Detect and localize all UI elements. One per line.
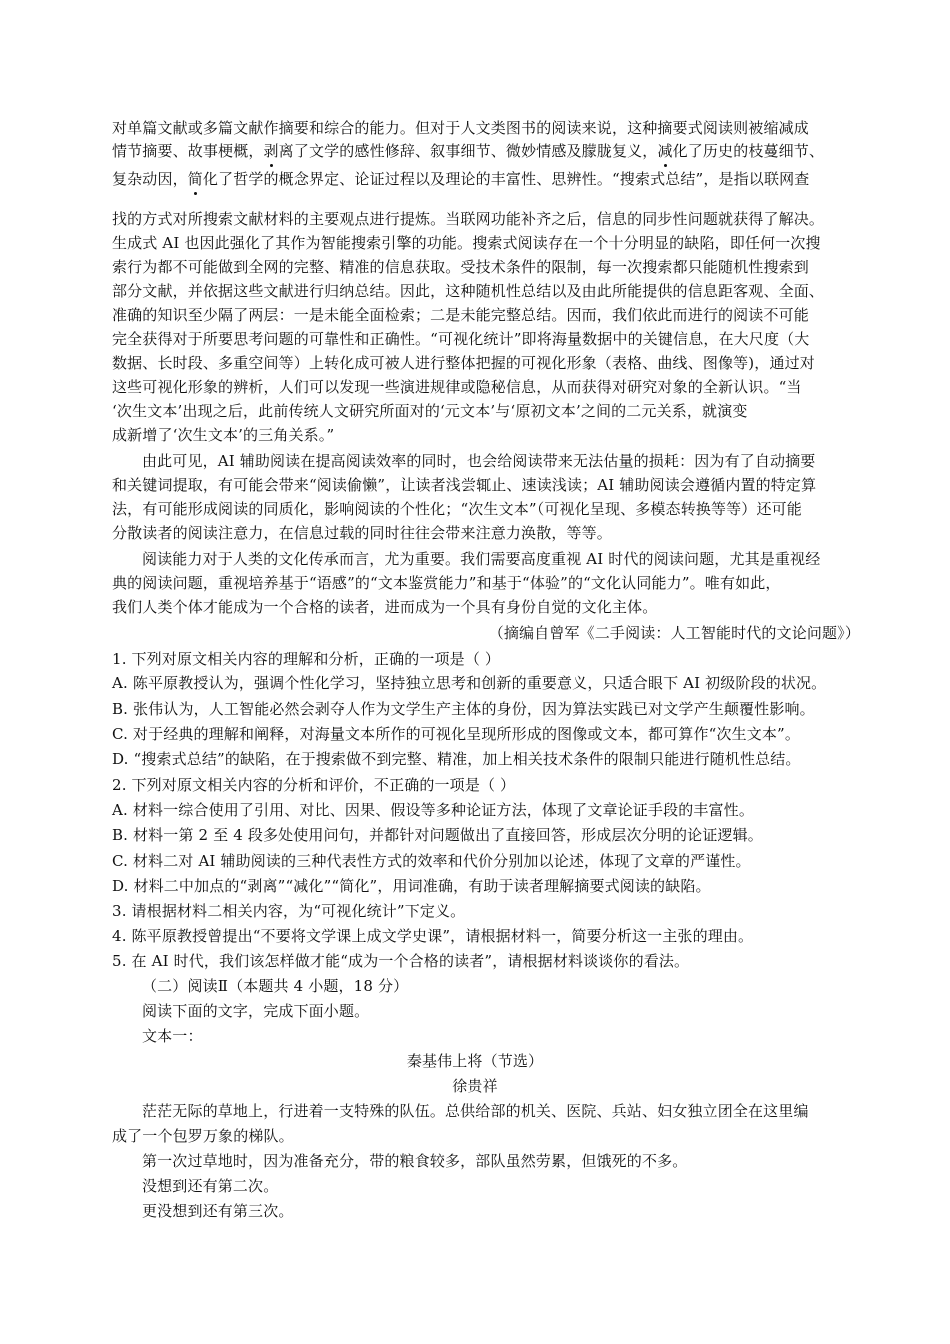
text-line: 阅读能力对于人类的文化传承而言，尤为重要。我们需要高度重视 AI 时代的阅读问题，尤其是重视经 xyxy=(142,550,821,568)
text-line: 准确的知识至少隔了两层：一是未能全面检索；二是未能完整总结。因而，我们依此而进行的阅读不可能 xyxy=(112,306,809,324)
text-line: 生成式 AI 也因此强化了其作为智能搜索引擎的功能。搜索式阅读存在一个十分明显的缺陷，即任何一次搜 xyxy=(112,234,821,252)
text-line: 成新增了‘次生文本’的三角关系。” xyxy=(112,426,335,444)
option-1c: C. 对于经典的理解和阐释，对海量文本所作的可视化呈现所形成的图像或文本，都可算作“次生文本”。 xyxy=(112,725,801,743)
text-line: 完全获得对于所要思考问题的可靠性和正确性。“可视化统计”即将海量数据中的关键信息，在大尺度（大 xyxy=(112,330,810,348)
section-instruction: 阅读下面的文字，完成下面小题。 xyxy=(142,1002,370,1020)
option-1b: B. 张伟认为，人工智能必然会剥夺人作为文学生产主体的身份，因为算法实践已对文学产生颠覆性影响。 xyxy=(112,700,815,718)
option-2b: B. 材料一第 2 至 4 段多处使用问句，并都针对问题做出了直接回答，形成层次分明的论证逻辑。 xyxy=(112,826,763,844)
text-line: 索行为都不可能做到全网的完整、精准的信息获取。受技术条件的限制，每一次搜索都只能随机性搜索到 xyxy=(112,258,809,276)
text-line: ‘次生文本’出现之后，此前传统人文研究所面对的‘元文本’与‘原初文本’之间的二元关系，就演变 xyxy=(112,402,748,420)
text-line: 找的方式对所搜索文献材料的主要观点进行提炼。当联网功能补齐之后，信息的同步性问题就获得了解决。 xyxy=(112,210,825,228)
text-line: 部分文献，并依据这些文献进行归纳总结。因此，这种随机性总结以及由此所能提供的信息距客观、全面、 xyxy=(112,282,825,300)
text-line: 对单篇文献或多篇文献作摘要和综合的能力。但对于人文类图书的阅读来说，这种摘要式阅读则被缩减成 xyxy=(112,119,809,137)
question-5: 5. 在 AI 时代，我们该怎样做才能“成为一个合格的读者”，请根据材料谈谈你的看法。 xyxy=(112,952,690,970)
question-3: 3. 请根据材料二相关内容，为“可视化统计”下定义。 xyxy=(112,902,466,920)
text-line: 我们人类个体才能成为一个合格的读者，进而成为一个具有身份自觉的文化主体。 xyxy=(112,598,658,616)
text-label: 文本一： xyxy=(142,1027,203,1045)
option-2a: A. 材料一综合使用了引用、对比、因果、假设等多种论证方法，体现了文章论证手段的丰富性。 xyxy=(112,801,754,819)
text-line: 第一次过草地时，因为准备充分，带的粮食较多，部队虽然劳累，但饿死的不多。 xyxy=(142,1152,688,1170)
section-heading: （二）阅读Ⅱ（本题共 4 小题，18 分） xyxy=(142,977,409,995)
option-1a: A. 陈平原教授认为，强调个性化学习，坚持独立思考和创新的重要意义，只适合眼下 AI 初级阶段的状况。 xyxy=(112,674,827,692)
text-line: 典的阅读问题，重视培养基于“语感”的“文本鉴赏能力”和基于“体验”的“文化认同能力”。唯有如此， xyxy=(112,574,781,592)
text-line: 数据、长时段、多重空间等）上转化成可被人进行整体把握的可视化形象（表格、曲线、图像等)，通过对 xyxy=(112,354,815,372)
question-2: 2. 下列对原文相关内容的分析和评价，不正确的一项是（ ） xyxy=(112,776,516,794)
text-line: 茫茫无际的草地上，行进着一支特殊的队伍。总供给部的机关、医院、兵站、妇女独立团全在这里编 xyxy=(142,1102,809,1120)
option-2d: D. 材料二中加点的“剥离”“减化”“简化”，用词准确，有助于读者理解摘要式阅读的缺陷。 xyxy=(112,877,711,895)
text-line: 法，有可能形成阅读的同质化，影响阅读的个性化；“次生文本”（可视化呈现、多模态转换等等）还可能 xyxy=(112,500,802,518)
option-1d: D. “搜索式总结”的缺陷，在于搜索做不到完整、精准，加上相关技术条件的限制只能进行随机性总结。 xyxy=(112,750,801,768)
article-author: 徐贵祥 xyxy=(452,1077,498,1095)
text-line: 这些可视化形象的辨析，人们可以发现一些演进规律或隐秘信息，从而获得对研究对象的全新认识。“当 xyxy=(112,378,802,396)
option-2c: C. 材料二对 AI 辅助阅读的三种代表性方式的效率和代价分别加以论述，体现了文章的严谨性。 xyxy=(112,852,751,870)
text-line: 没想到还有第二次。 xyxy=(142,1177,279,1195)
question-4: 4. 陈平原教授曾提出“不要将文学课上成文学史课”，请根据材料一，简要分析这一主张的理由。 xyxy=(112,927,754,945)
text-line: 和关键词提取，有可能会带来“阅读偷懒”，让读者浅尝辄止、速读浅读；AI 辅助阅读会遵循内置的特定算 xyxy=(112,476,817,494)
question-1: 1. 下列对原文相关内容的理解和分析，正确的一项是（ ） xyxy=(112,650,501,668)
text-line: 由此可见，AI 辅助阅读在提高阅读效率的同时，也会给阅读带来无法估量的损耗：因为有了自动摘要 xyxy=(142,452,816,470)
text-line-with-dots: 复杂动因，简化了哲学的概念界定、论证过程以及理论的丰富性、思辨性。“搜索式总结”，是指以联网查 xyxy=(112,170,810,188)
text-line: 成了一个包罗万象的梯队。 xyxy=(112,1127,294,1145)
text-line: 更没想到还有第三次。 xyxy=(142,1202,294,1220)
article-title: 秦基伟上将（节选） xyxy=(406,1052,544,1070)
text-line: 分散读者的阅读注意力，在信息过载的同时往往会带来注意力涣散，等等。 xyxy=(112,524,612,542)
source-citation: （摘编自曾军《二手阅读：人工智能时代的文论问题》） xyxy=(488,624,860,642)
text-line-with-dots: 情节摘要、故事梗概，剥离了文学的感性修辞、叙事细节、微妙情感及朦胧复义，减化了历史的枝蔓细节、 xyxy=(112,142,825,160)
